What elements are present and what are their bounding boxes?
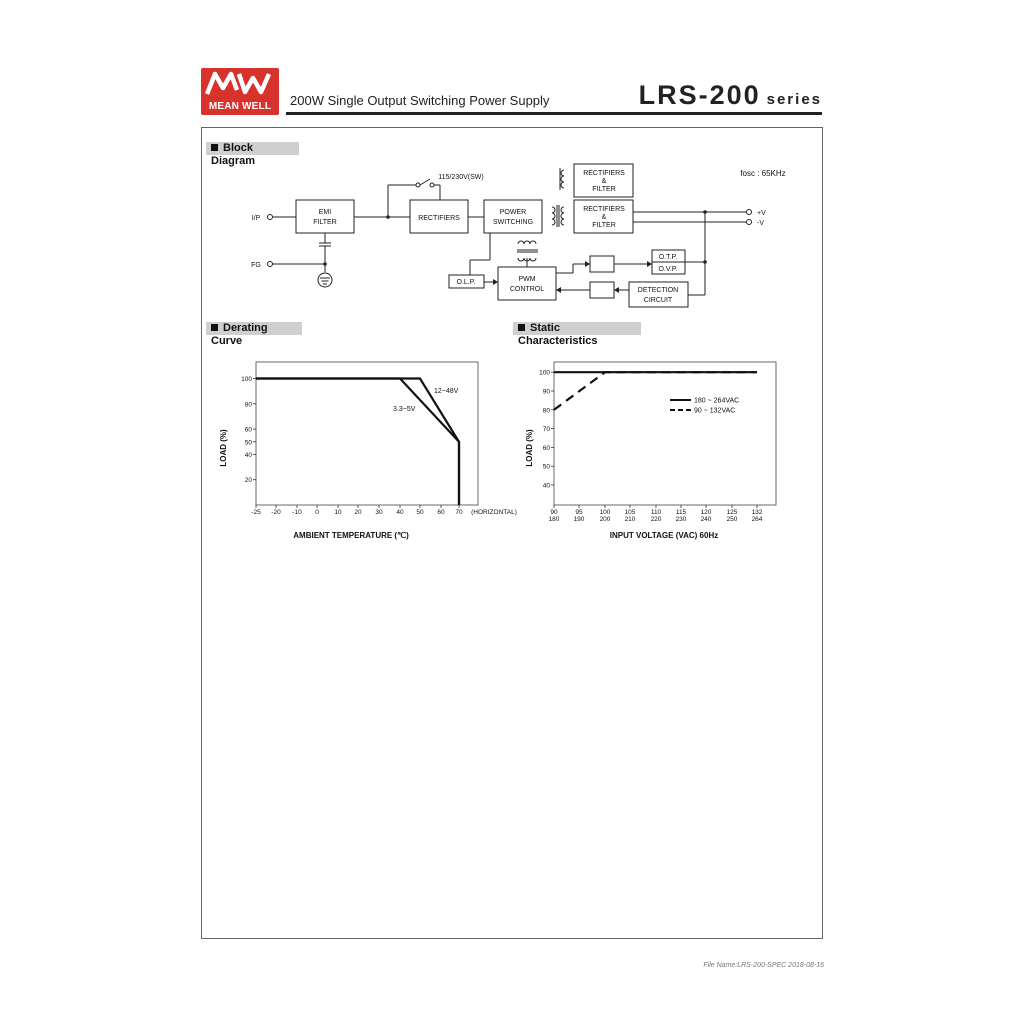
power-switching-label-1: POWER — [499, 209, 527, 216]
derating-x-tick-label: -25 — [251, 509, 261, 516]
ovp-label: O.V.P. — [658, 266, 678, 273]
vminus-label: -V — [757, 220, 764, 227]
static-x-tick-label: 110 — [650, 509, 662, 516]
static-x-tick-label-secondary: 210 — [624, 516, 636, 523]
section-derating-label: Derating Curve — [211, 322, 268, 347]
detection-label-1: DETECTION — [637, 287, 679, 294]
fg-label: FG — [251, 262, 261, 269]
static-y-tick-label: 60 — [542, 444, 550, 452]
derating-x-tick-label: 70 — [455, 509, 463, 516]
ip-label: I/P — [251, 215, 261, 222]
static-x-tick-label-secondary: 240 — [700, 516, 712, 523]
derating-y-tick-label: 50 — [244, 439, 252, 447]
static-x-tick-label: 120 — [700, 509, 712, 516]
section-static-label: Static Characteristics — [518, 322, 598, 347]
rf-main-label-1: RECTIFIERS — [583, 206, 625, 213]
derating-y-tick-label: 20 — [244, 477, 252, 485]
static-x-tick-label-secondary: 180 — [548, 516, 560, 523]
derating-x-tick-label: 10 — [334, 509, 342, 516]
fosc-label: fosc : 65KHz — [740, 169, 786, 178]
otp-label: O.T.P. — [658, 254, 678, 261]
static-y-tick-label: 40 — [542, 482, 550, 490]
static-x-tick-label-secondary: 190 — [573, 516, 585, 523]
rf-top-label-1: RECTIFIERS — [583, 170, 625, 177]
static-x-tick-label: 95 — [575, 509, 583, 516]
static-y-tick-label: 90 — [542, 388, 550, 396]
derating-x-tick-label: -20 — [271, 509, 281, 516]
page-subtitle: 200W Single Output Switching Power Supply — [290, 93, 550, 108]
static-plot-area — [554, 362, 776, 505]
rf-main-label-3: FILTER — [592, 222, 616, 229]
derating-x-axis-label: AMBIENT TEMPERATURE (℃) — [293, 531, 409, 540]
derating-x-note: (HORIZONTAL) — [471, 509, 517, 516]
static-x-tick-label: 115 — [675, 509, 687, 516]
derating-x-tick-label: 40 — [396, 509, 404, 516]
static-x-tick-label: 132 — [751, 509, 763, 516]
derating-x-tick-label: 30 — [375, 509, 383, 516]
static-legend-label: 180 ~ 264VAC — [694, 397, 740, 405]
detection-label-2: CIRCUIT — [643, 297, 673, 304]
derating-y-tick-label: 100 — [241, 376, 252, 383]
footer-file-info: File Name:LRS-200-SPEC 2018-08-16 — [703, 962, 824, 969]
pwm-label-2: CONTROL — [509, 286, 545, 293]
rf-top-label-3: FILTER — [592, 186, 616, 193]
emi-label-1: EMI — [318, 209, 332, 216]
derating-series-label: 3.3~5V — [393, 406, 416, 413]
derating-x-tick-label: -10 — [292, 509, 302, 516]
static-x-tick-label: 90 — [550, 509, 558, 516]
vplus-label: +V — [757, 210, 766, 217]
static-legend-label: 90 ~ 132VAC — [694, 407, 736, 415]
static-x-tick-label: 125 — [726, 509, 738, 516]
switch-label: 115/230V(SW) — [438, 174, 484, 181]
static-x-tick-label-secondary: 230 — [675, 516, 687, 523]
pwm-label-1: PWM — [518, 276, 536, 283]
rf-main-label-2: & — [601, 214, 607, 221]
static-x-tick-label: 100 — [599, 509, 611, 516]
derating-series-label: 12~48V — [434, 388, 459, 395]
derating-x-tick-label: 50 — [416, 509, 424, 516]
derating-x-tick-label: 20 — [354, 509, 362, 516]
derating-y-tick-label: 40 — [244, 451, 252, 459]
model-name: LRS-200 — [638, 80, 761, 110]
derating-y-axis-label: LOAD (%) — [219, 429, 228, 467]
static-y-tick-label: 80 — [542, 407, 550, 415]
static-y-tick-label: 50 — [542, 463, 550, 471]
static-x-tick-label-secondary: 250 — [726, 516, 738, 523]
derating-x-tick-label: 60 — [437, 509, 445, 516]
static-y-tick-label: 100 — [539, 369, 550, 377]
power-switching-label-2: SWITCHING — [492, 219, 534, 226]
rf-top-label-2: & — [601, 178, 607, 185]
static-x-tick-label-secondary: 220 — [650, 516, 662, 523]
derating-y-tick-label: 80 — [244, 401, 252, 409]
static-y-tick-label: 70 — [542, 426, 550, 434]
model-suffix: series — [766, 91, 822, 108]
derating-y-tick-label: 60 — [244, 426, 252, 434]
section-block-diagram-label: Block Diagram — [211, 142, 256, 167]
rectifiers-label: RECTIFIERS — [418, 215, 460, 222]
static-x-tick-label-secondary: 200 — [599, 516, 611, 523]
olp-label: O.L.P. — [456, 279, 476, 286]
static-x-tick-label-secondary: 264 — [751, 516, 763, 523]
brand-name: MEAN WELL — [208, 101, 272, 112]
static-x-tick-label: 105 — [624, 509, 636, 516]
derating-x-tick-label: 0 — [315, 509, 319, 516]
emi-label-2: FILTER — [313, 219, 337, 226]
static-y-axis-label: LOAD (%) — [525, 429, 534, 467]
static-x-axis-label: INPUT VOLTAGE (VAC) 60Hz — [609, 531, 719, 540]
